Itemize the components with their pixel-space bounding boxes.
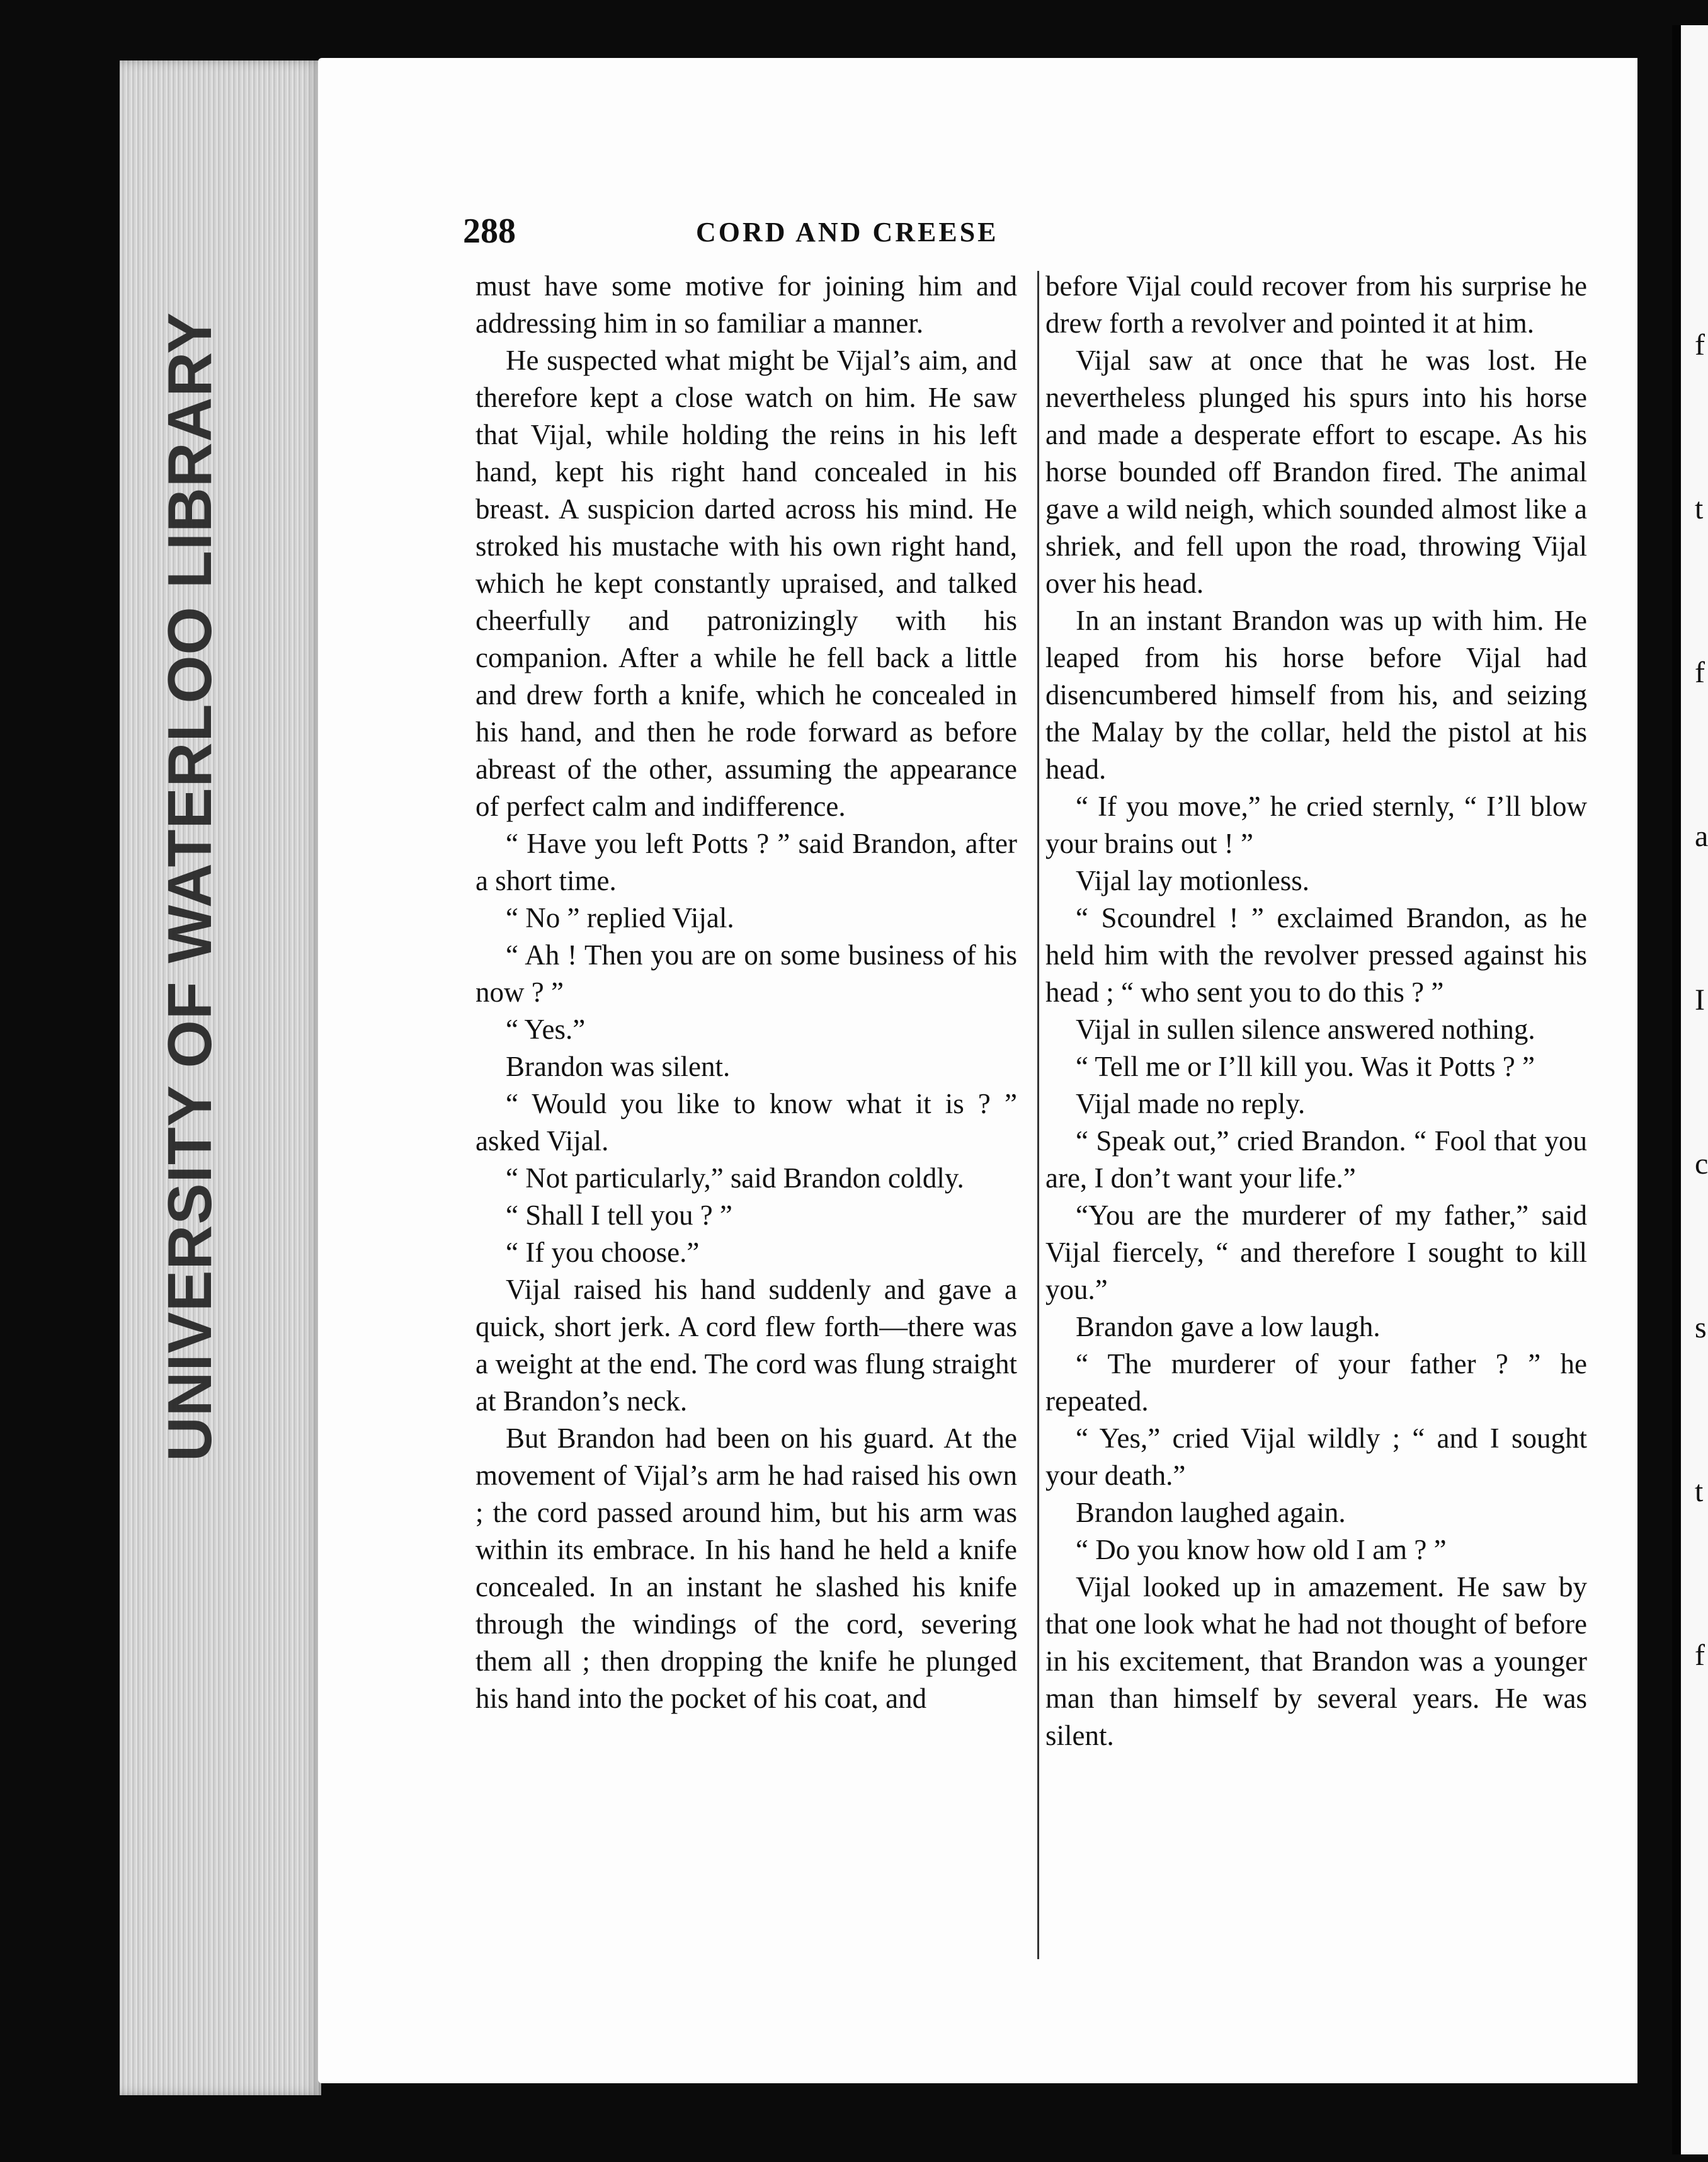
paragraph: Vijal saw at once that he was lost. He nevertheless plunged his spurs into his horse and made a desperate effort to escape. As his horse bounded off Brandon fired. The animal gave a wild neigh, which sounded almost like a shriek, and fell upon the road, throwing Vijal over his head. bbox=[1045, 345, 1587, 599]
paragraph: “ Yes,” cried Vijal wildly ; “ and I sought your death.” bbox=[1045, 1422, 1587, 1491]
paragraph: “ If you choose.” bbox=[506, 1237, 700, 1268]
paragraph: He suspected what might be Vijal’s aim, and therefore kept a close watch on him. He saw that Vijal, while holding the reins in his left hand, kept his right hand concealed in his breast. A suspicion darted across his mind. He stroked his mustache with his own right hand, which he kept constantly upraised, and talked cheerfully and patronizingly with his companion. After a while he fell back a little and drew forth a knife, which he concealed in his hand, and then he rode forward as before abreast of the other, assuming the appearance of perfect calm and indifference. bbox=[475, 345, 1017, 822]
page-header bbox=[463, 211, 1181, 255]
next-page-fragment: f bbox=[1695, 1639, 1705, 1672]
paragraph: “ Speak out,” cried Brandon. “ Fool that you are, I don’t want your life.” bbox=[1045, 1125, 1587, 1194]
next-page-fragment: t bbox=[1695, 492, 1704, 525]
next-page-fragment: I bbox=[1695, 983, 1705, 1017]
paragraph: Vijal looked up in amazement. He saw by that one look what he had not thought of before in his excitement, that Brandon was a younger man than himself by several years. He was silent. bbox=[1045, 1571, 1587, 1751]
paragraph: “ Yes.” bbox=[506, 1014, 586, 1045]
paragraph: In an instant Brandon was up with him. He leaped from his horse before Vijal had disencumbered himself from his, and seizing the Malay by the collar, held the pistol at his head. bbox=[1045, 605, 1587, 785]
paragraph: “ If you move,” he cried sternly, “ I’ll blow your brains out ! ” bbox=[1045, 791, 1587, 859]
paragraph: “ Have you left Potts ? ” said Brandon, after a short time. bbox=[475, 828, 1017, 896]
page-number: 288 bbox=[463, 212, 516, 251]
paragraph: before Vijal could recover from his surprise he drew forth a revolver and pointed it at him. bbox=[1045, 270, 1587, 339]
paragraph: “ Ah ! Then you are on some business of his now ? ” bbox=[475, 939, 1017, 1008]
paragraph: But Brandon had been on his guard. At the movement of Vijal’s arm he had raised his own ; the cord passed around him, but his arm was within its embrace. In his hand he held a knife concealed. In an instant he slashed his knife through the windings of the cord, severing them all ; then dropping the knife he plunged his hand into the pocket of his coat, and bbox=[475, 1422, 1017, 1714]
paragraph: “ Shall I tell you ? ” bbox=[506, 1199, 732, 1231]
paragraph: “ The murderer of your father ? ” he repeated. bbox=[1045, 1348, 1587, 1417]
next-page-fragment: a bbox=[1695, 820, 1708, 853]
paragraph: “ Tell me or I’ll kill you. Was it Potts ? ” bbox=[1076, 1051, 1535, 1082]
paragraph: “ No ” replied Vijal. bbox=[506, 902, 734, 934]
next-page-fragment: f bbox=[1695, 656, 1705, 689]
next-page-strip bbox=[1672, 25, 1708, 2154]
paragraph: Vijal raised his hand suddenly and gave a quick, short jerk. A cord flew forth—there was a weight at the end. The cord was flung straight at Brandon’s neck. bbox=[475, 1274, 1017, 1417]
library-stamp: UNIVERSITY OF WATERLOO LIBRARY bbox=[155, 312, 224, 1461]
paragraph: “ Would you like to know what it is ? ” asked Vijal. bbox=[475, 1088, 1017, 1157]
next-page-fragment: s bbox=[1695, 1311, 1707, 1344]
paragraph: Brandon gave a low laugh. bbox=[1076, 1311, 1381, 1342]
paragraph: must have some motive for joining him and addressing him in so familiar a manner. bbox=[475, 270, 1017, 339]
column-rule bbox=[1037, 271, 1039, 1959]
paragraph: “ Not particularly,” said Brandon coldly. bbox=[506, 1162, 964, 1194]
paragraph: Vijal lay motionless. bbox=[1076, 865, 1310, 896]
paragraph: “ Scoundrel ! ” exclaimed Brandon, as he held him with the revolver pressed against his head ; “ who sent you to do this ? ” bbox=[1045, 902, 1587, 1008]
next-page-fragment: t bbox=[1695, 1475, 1704, 1508]
left-column bbox=[475, 268, 1017, 1956]
paragraph: “You are the murderer of my father,” said Vijal fiercely, “ and therefore I sought to kill you.” bbox=[1045, 1199, 1587, 1305]
paragraph: Vijal in sullen silence answered nothing. bbox=[1076, 1014, 1535, 1045]
next-page-fragment: c bbox=[1695, 1147, 1708, 1181]
paragraph: Brandon laughed again. bbox=[1076, 1497, 1346, 1528]
running-title: CORD AND CREESE bbox=[696, 217, 999, 248]
paragraph: Brandon was silent. bbox=[506, 1051, 731, 1082]
next-page-fragment: f bbox=[1695, 328, 1705, 362]
right-column bbox=[1045, 268, 1587, 1956]
paragraph: Vijal made no reply. bbox=[1076, 1088, 1306, 1119]
paragraph: “ Do you know how old I am ? ” bbox=[1076, 1534, 1447, 1565]
